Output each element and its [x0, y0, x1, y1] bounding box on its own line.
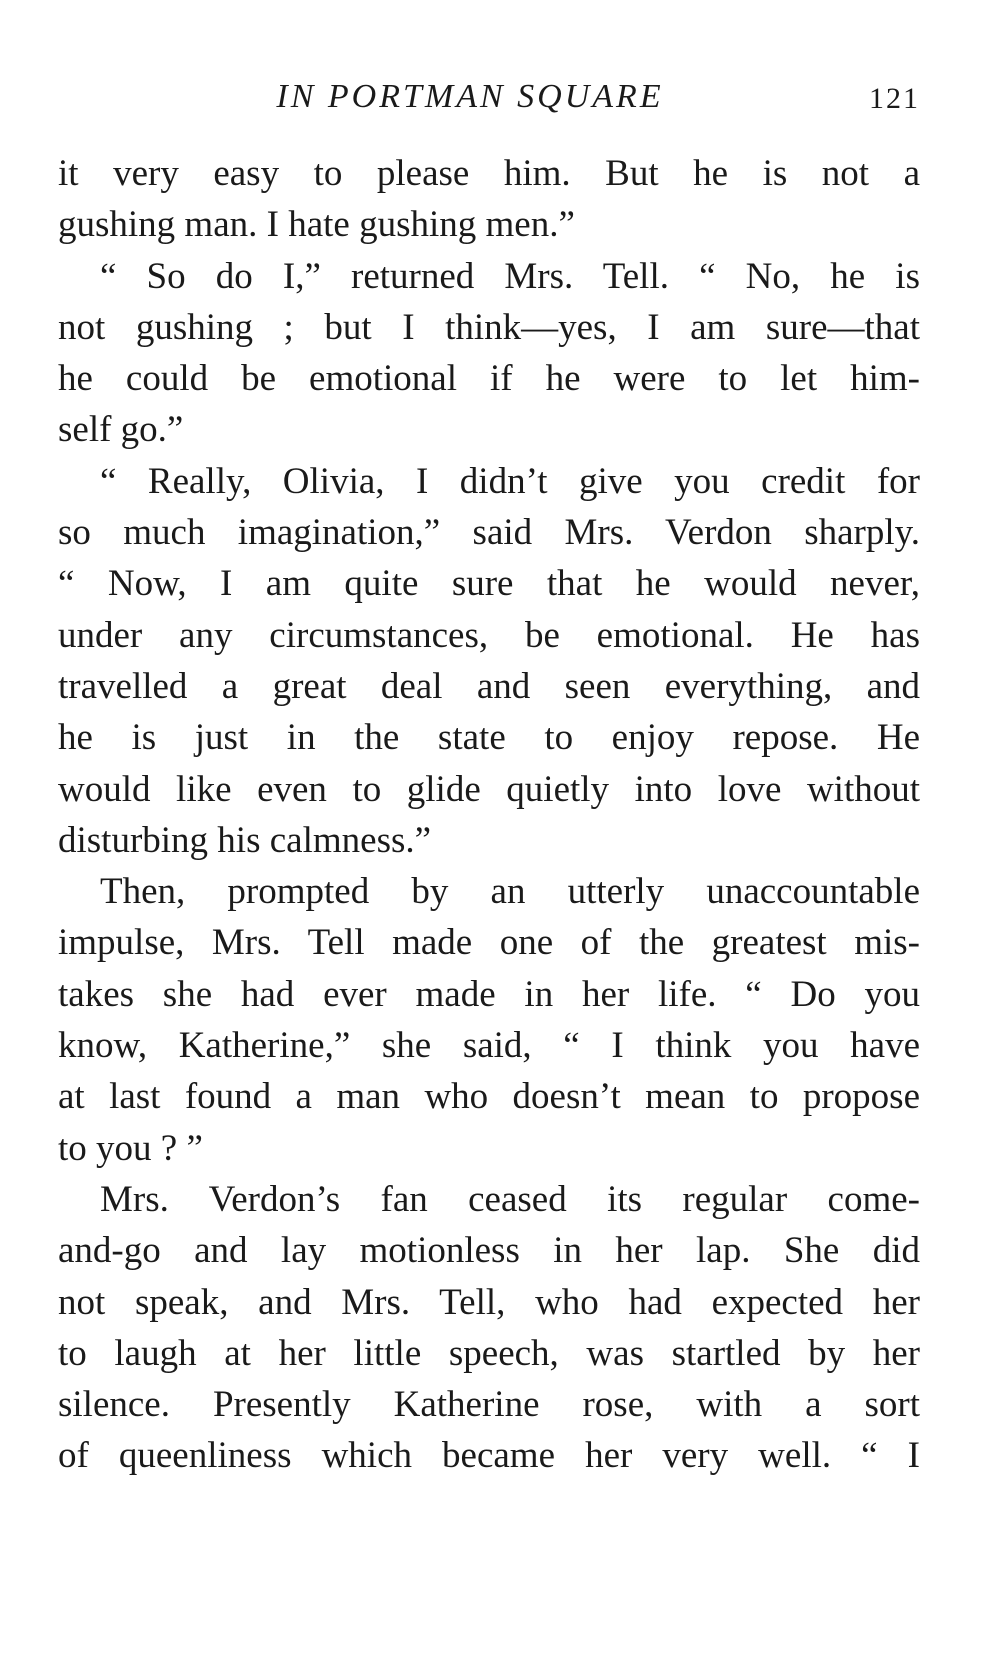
- text-line: “ Now, I am quite sure that he would never,: [58, 563, 920, 605]
- text-line: of queenliness which became her very well. “ I: [58, 1435, 920, 1477]
- text-line: and-go and lay motionless in her lap. She did: [58, 1230, 920, 1272]
- text-line: to laugh at her little speech, was startled by her: [58, 1332, 920, 1374]
- text-line: “ Really, Olivia, I didn’t give you credit for: [100, 460, 920, 502]
- text-line: self go.”: [58, 409, 184, 451]
- text-line: travelled a great deal and seen everything, and: [58, 665, 920, 707]
- text-line: Then, prompted by an utterly unaccountable: [100, 871, 920, 913]
- text-line: not gushing ; but I think—yes, I am sure—that: [58, 306, 920, 348]
- text-line: at last found a man who doesn’t mean to propose: [58, 1076, 920, 1118]
- running-head: [60, 78, 920, 118]
- text-line: disturbing his calmness.”: [58, 819, 432, 861]
- text-line: he is just in the state to enjoy repose. He: [58, 717, 920, 759]
- text-line: “ So do I,” returned Mrs. Tell. “ No, he is: [100, 255, 920, 297]
- text-line: under any circumstances, be emotional. He has: [58, 614, 920, 656]
- text-line: so much imagination,” said Mrs. Verdon sharply.: [58, 512, 920, 554]
- page-number: 121: [869, 82, 920, 115]
- body-text: [58, 148, 920, 1482]
- text-line: he could be emotional if he were to let him-: [58, 358, 920, 400]
- running-title: IN PORTMAN SQUARE: [276, 78, 664, 115]
- text-line: it very easy to please him. But he is not a: [58, 153, 920, 194]
- text-line: impulse, Mrs. Tell made one of the greatest mis-: [58, 922, 920, 964]
- text-line: silence. Presently Katherine rose, with a sort: [58, 1384, 920, 1426]
- text-line: to you ? ”: [58, 1127, 203, 1169]
- text-line: know, Katherine,” she said, “ I think you have: [58, 1025, 920, 1067]
- text-line: gushing man. I hate gushing men.”: [58, 204, 575, 246]
- text-line: Mrs. Verdon’s fan ceased its regular come-: [100, 1178, 920, 1220]
- text-line: takes she had ever made in her life. “ Do you: [58, 973, 920, 1015]
- text-line: would like even to glide quietly into love without: [58, 768, 920, 810]
- text-line: not speak, and Mrs. Tell, who had expected her: [58, 1281, 920, 1323]
